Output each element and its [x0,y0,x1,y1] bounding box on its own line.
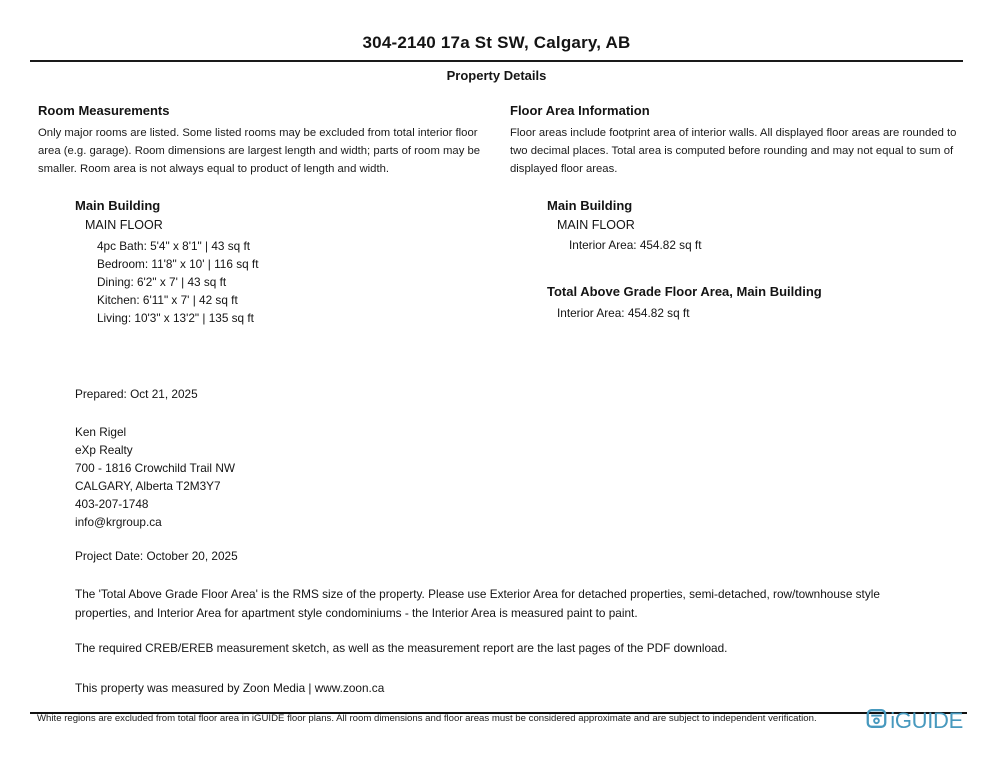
footer-disclaimer: White regions are excluded from total floor area in iGUIDE floor plans. All room dimensions and floor areas must be considered approximate and are subject to independent verification. [37,713,817,724]
floor-name: MAIN FLOOR [85,218,163,232]
iguide-camera-icon [866,708,887,734]
note-rms-definition: The 'Total Above Grade Floor Area' is the RMS size of the property. Please use Exterior Area for detached properties, semi-detached, row/townhouse style properties, and Interior Area for apartment style condominiums - the Interior Area is measured paint to paint. [75,587,880,620]
page-title: 304-2140 17a St SW, Calgary, AB [362,33,631,52]
contact-phone: 403-207-1748 [75,497,149,511]
total-above-grade-block [547,284,963,320]
interior-area-value: Interior Area: 454.82 sq ft [569,238,702,252]
room-line-kitchen: Kitchen: 6'11" x 7' | 42 sq ft [97,293,238,307]
room-measurements-section [38,103,510,327]
floor-name: MAIN FLOOR [557,218,635,232]
building-name: Main Building [547,198,633,213]
prepared-date: Prepared: Oct 21, 2025 [75,387,198,401]
room-line-living: Living: 10'3" x 13'2" | 135 sq ft [97,311,254,325]
project-date: Project Date: October 20, 2025 [75,549,238,563]
room-line-bedroom: Bedroom: 11'8" x 10' | 116 sq ft [97,257,259,271]
room-measurements-description: Only major rooms are listed. Some listed rooms may be excluded from total interior floor area (e.g. garage). Room dimensions are largest length and width; parts of room may be smaller. Room area is not always equal to product of length and width. [38,127,481,175]
page-subtitle: Property Details [446,68,547,83]
contact-address-line2: CALGARY, Alberta T2M3Y7 [75,479,221,493]
total-above-grade-heading: Total Above Grade Floor Area, Main Building [547,284,822,299]
room-line-bath: 4pc Bath: 5'4" x 8'1" | 43 sq ft [97,239,251,253]
floor-area-heading: Floor Area Information [510,103,650,118]
contact-email: info@krgroup.ca [75,515,162,529]
contact-company: eXp Realty [75,443,133,457]
iguide-logo [866,708,963,734]
building-name: Main Building [75,198,161,213]
details-columns [38,103,963,327]
note-creb-sketch: The required CREB/EREB measurement sketch, as well as the measurement report are the last pages of the PDF download. [75,641,728,655]
title-divider [30,60,963,62]
room-measurements-building-block [75,198,492,327]
room-list [97,237,492,327]
note-measured-by: This property was measured by Zoon Media | www.zoon.ca [75,681,385,695]
room-measurements-heading: Room Measurements [38,103,170,118]
total-interior-area-value: Interior Area: 454.82 sq ft [557,306,690,320]
floor-area-section [510,103,963,327]
contact-block [75,423,993,531]
iguide-logo-text: iGUIDE [890,708,963,733]
floor-area-description: Floor areas include footprint area of interior walls. All displayed floor areas are rounded to two decimal places. Total area is computed before rounding and may not equal to sum of displayed floor areas. [510,127,957,175]
floor-area-building-block [547,198,963,252]
room-line-dining: Dining: 6'2" x 7' | 43 sq ft [97,275,227,289]
contact-name: Ken Rigel [75,425,127,439]
contact-address-line1: 700 - 1816 Crowchild Trail NW [75,461,235,475]
